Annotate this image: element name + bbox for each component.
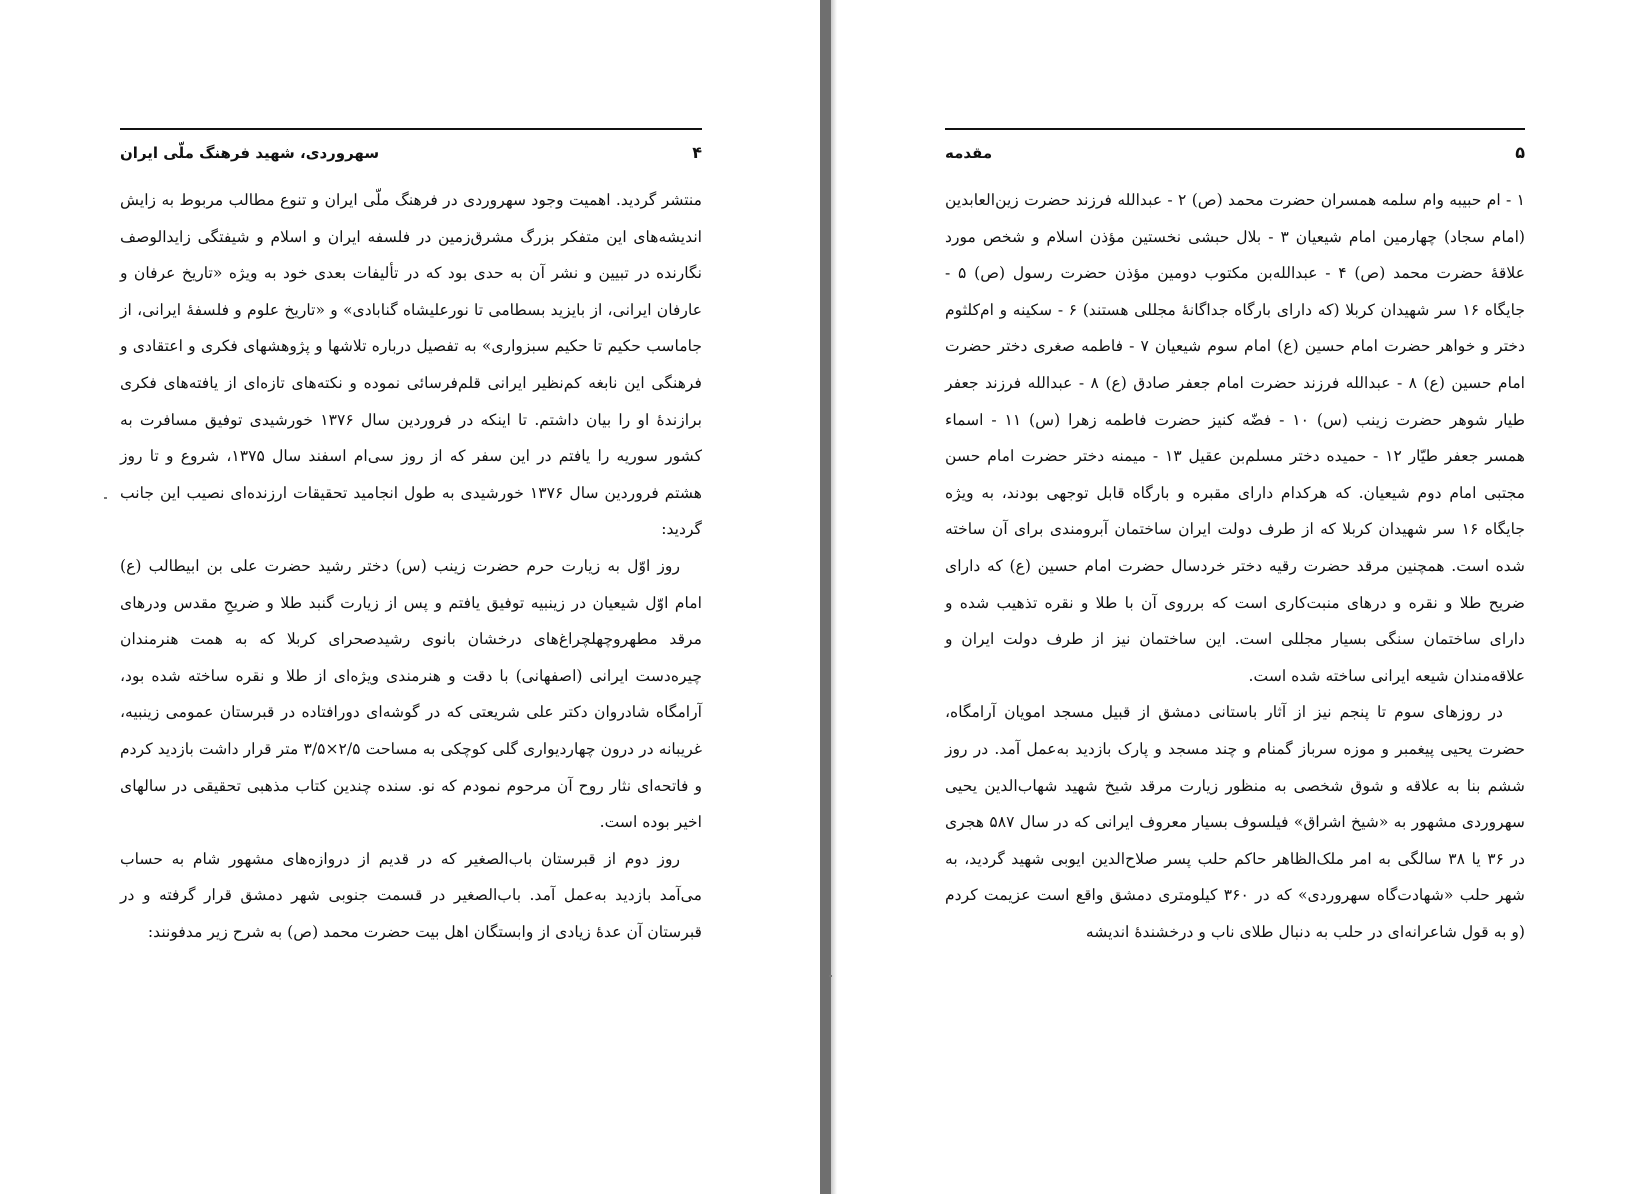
left-header-title: سهروردی، شهید فرهنگ ملّی ایران bbox=[120, 144, 380, 162]
right-page-number: ۵ bbox=[1515, 143, 1525, 162]
left-paragraph: روز اوّل به زیارت حرم حضرت زینب (س) دختر رشید حضرت علی بن ابیطالب (ع) امام اوّل شیعیان در زینبیه توفیق یافتم و پس از زیارت گنبد طلا و ضریحِ مقدس ودرهای مرقد مطهروچهلچراغ‌های درخشان بانوی رشیدصحرای کربلا که به همت هنرمندان چیره‌دست ایرانی (اصفهانی) با دقت و هنرمندی ویژه‌ای از طلا و نقره ساخته شده بود، آرامگاه شادروان دکتر علی شریعتی که در گوشه‌ای دورافتاده در قبرستان عمومی زینبیه، غریبانه در درون چهاردیواری گلی کوچکی به مساحت ۲/۵×۳/۵ متر قرار داشت بازدید کردم و فاتحه‌ای نثار روح آن مرحوم نمودم که نو. سنده چندین کتاب مذهبی تحقیقی در سالهای اخیر بوده است. bbox=[120, 556, 702, 832]
right-paragraph: در روزهای سوم تا پنجم نیز از آثار باستانی دمشق از قبیل مسجد امویان آرامگاه، حضرت یحیی پیغمبر و موزه سرباز گمنام و چند مسجد و پارک بازدید به‌عمل آمد. در روز ششم بنا به علاقه و شوق شخصی به منظور زیارت مرقد شیخ شهید شهاب‌الدین یحیی سهروردی مشهور به «شیخ اشراق» فیلسوف بسیار معروف ایرانی که در سال ۵۸۷ هجری در ۳۶ یا ۳۸ سالگی به امر ملک‌الظاهر حاکم حلب پسر صلاح‌الدین ایوبی شهید گردید، به شهر حلب «شهادت‌گاه سهروردی» که در ۳۶۰ کیلومتری دمشق واقع است عزیمت کردم (و به قول شاعرانه‌ای در حلب به دنبال طلای ناب و درخشندهٔ اندیشه bbox=[945, 703, 1525, 941]
scan-speck bbox=[104, 497, 107, 499]
left-page-number: ۴ bbox=[692, 143, 702, 162]
right-header-title: مقدمه bbox=[945, 144, 993, 162]
right-page bbox=[945, 128, 1525, 950]
left-paragraph: منتشر گردید. اهمیت وجود سهروردی در فرهنگ ملّی ایران و تنوع مطالب مربوط به زایش اندیشه‌های این متفکر بزرگ مشرق‌زمین در فلسفه ایران و اسلام و شیفتگی زایدالوصف نگارنده در تبیین و نشر آن به حدی بود که در تألیفات بعدی خود به ویژه «تاریخ عرفان و عارفان ایرانی، از بایزید بسطامی تا نورعلیشاه گنابادی» و «تاریخ علوم و فلسفهٔ ایرانی، از جاماسب حکیم تا حکیم سبزواری» به تفصیل درباره تلاشها و پژوهشهای فکری و اعتقادی و فرهنگی این نابغه کم‌نظیر ایرانی قلم‌فرسائی نموده و نکته‌های تازه‌ای از یافته‌های فکری برازندهٔ او را بیان داشتم. تا اینکه در فروردین سال ۱۳۷۶ خورشیدی توفیق مسافرت به کشور سوریه را یافتم در این سفر که از روز سی‌ام اسفند سال ۱۳۷۵، شروع و تا روز هشتم فروردین سال ۱۳۷۶ خورشیدی به طول انجامید تحقیقات ارزنده‌ای نصیب این جانب گردید: bbox=[120, 191, 703, 539]
right-body-text bbox=[945, 182, 1525, 950]
right-running-header bbox=[945, 128, 1525, 162]
right-paragraph: ۱ - ام حبیبه وام سلمه همسران حضرت محمد (ص) ۲ - عبدالله فرزند حضرت زین‌العابدین (امام سجاد) چهارمین امام شیعیان ۳ - بلال حبشی نخستین مؤذن اسلام و شخص مورد علاقهٔ حضرت محمد (ص) ۴ - عبدالله‌بن مکتوب دومین مؤذن حضرت رسول (ص) ۵ - جایگاه ۱۶ سر شهیدان کربلا (که دارای بارگاه جداگانهٔ مجللی هستند) ۶ - سکینه و ام‌کلثوم دختر و خواهر حضرت امام حسین (ع) امام سوم شیعیان ۷ - فاطمه صغری دختر حضرت امام حسین (ع) ۸ - عبدالله فرزند حضرت امام جعفر صادق (ع) ۸ - عبدالله فرزند جعفر طیار شوهر حضرت زینب (س) ۱۰ - فضّه کنیز حضرت فاطمه زهرا (س) ۱۱ - اسماء همسر جعفر طیّار ۱۲ - حمیده دختر مسلم‌بن عقیل ۱۳ - میمنه دختر حضرت امام حسن مجتبی امام دوم شیعیان. که هرکدام دارای مقبره و بارگاه قابل توجهی بودند، به ویژه جایگاه ۱۶ سر شهیدان کربلا که از طرف دولت ایران ساختمان آبرومندی برای آن ساخته شده است. همچنین مرقد حضرت رقیه دختر خردسال حضرت امام حسین (ع) که دارای ضریح طلا و نقره و درهای منبت‌کاری است که برروی آن با طلا و نقره تذهیب شده و دارای ساختمان سنگی بسیار مجللی است. این ساختمان نیز از طرف دولت ایران و علاقه‌مندان شیعه ایرانی ساخته شده است. bbox=[945, 191, 1526, 685]
book-gutter bbox=[820, 0, 831, 1194]
scan-speck bbox=[829, 975, 832, 977]
left-page bbox=[120, 128, 702, 950]
gutter-shadow bbox=[831, 0, 837, 1194]
left-body-text bbox=[120, 182, 702, 950]
left-paragraph: روز دوم از قبرستان باب‌الصغیر که در قدیم از دروازه‌های مشهور شام به حساب می‌آمد بازدید به‌عمل آمد. باب‌الصغیر در قسمت جنوبی شهر دمشق قرار گرفته و در قبرستان آن عدهٔ زیادی از وابستگان اهل بیت حضرت محمد (ص) به شرح زیر مدفونند: bbox=[120, 849, 702, 941]
left-running-header bbox=[120, 128, 702, 162]
